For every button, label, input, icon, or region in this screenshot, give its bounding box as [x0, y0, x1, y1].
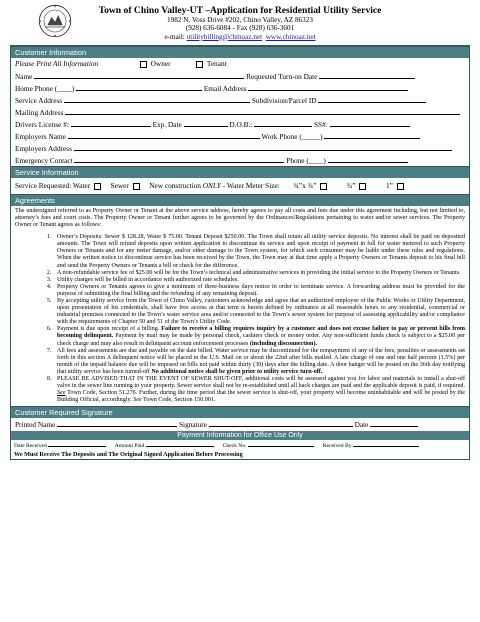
mailing-address-row	[11, 106, 469, 118]
meter-size-label: - Water Meter Size:	[220, 180, 280, 190]
term-sewer-b: additional costs will be assessed against you for labor and materials to install a shut-off valve in the sewer line running to your property. Sewer service shall not be re-established until all back charges are paid and the applicable deposit is paid, if required.	[57, 376, 465, 390]
signature-heading: Customer Required Signature	[11, 406, 469, 418]
amount-paid-label: Amount Paid	[114, 443, 145, 450]
name-label: Name	[15, 71, 33, 81]
signature-field[interactable]	[209, 418, 353, 427]
term-sewer-see-1: See	[57, 390, 66, 397]
dob-label: D.O.B.:	[229, 119, 253, 129]
term-payment-b: Failure to receive a billing requires inquiry by a customer and does not excuse failure to pay or prevent bills from becoming delinquent.	[57, 326, 465, 340]
meter-size-option-3: 1”	[386, 180, 393, 190]
contact-links	[10, 33, 470, 41]
drivers-license-label: Drivers License #:	[15, 119, 69, 129]
footer-note: We Must Receive The Deposits and The Original Signed Application Before Processing	[14, 451, 243, 459]
new-construction-label: New construction	[149, 180, 203, 190]
exp-date-label: Exp. Date	[152, 119, 182, 129]
employer-row	[11, 130, 469, 142]
agreements-heading: Agreements	[11, 194, 469, 206]
meter-size-option-1: ¾”x ¾”	[293, 180, 317, 190]
emergency-row	[11, 154, 469, 166]
term-notice: 4. Property Owners or Tenants agrees to give a minimum of three-business days notice in order to terminate service. A forwarding address must be provided for the purpose of submitting the final billing and the refunding of any remaining deposit.	[53, 284, 465, 298]
term-payment-a: Payment is due upon receipt of a billing.	[57, 326, 162, 333]
subdivision-label: Subdivision/Parcel ID	[251, 95, 317, 105]
date-received-label: Date Received	[14, 443, 47, 450]
meter-size-1-checkbox[interactable]	[320, 183, 327, 190]
term-sewer-see-2: See	[133, 397, 142, 404]
emergency-phone-label: Phone (____)	[286, 155, 326, 165]
term-payment-d: (including disconnection).	[249, 340, 317, 347]
signature-row	[11, 418, 469, 431]
term-fees	[53, 348, 465, 376]
office-use-heading: Payment Information for Office Use Only	[11, 431, 469, 440]
print-note: Please Print All Information	[15, 58, 99, 68]
term-sewer-f: Town Code, Section 150.001.	[141, 397, 216, 404]
agreements-body	[11, 206, 469, 407]
application-form	[10, 4, 470, 460]
form-title: Town of Chino Valley-UT –Application for Residential Utility Service	[98, 5, 382, 16]
employer-address-row	[11, 142, 469, 154]
term-sewer-d: Town Code, Section 51.276. Further, during the time period that the sewer service is shut-off, your property will become uninhabitable and will be posted by the Building Official, accordingly.	[57, 390, 465, 404]
customer-information-heading: Customer Information	[11, 46, 469, 58]
home-phone-field[interactable]	[76, 82, 202, 91]
turn-on-date-field[interactable]	[319, 70, 415, 79]
received-by-field[interactable]	[353, 440, 419, 447]
date-received-field[interactable]	[48, 440, 106, 447]
mailing-address-field[interactable]	[65, 106, 460, 115]
office-phone: (928) 636-6084 - Fax (928) 636-3601	[185, 24, 295, 33]
term-fees-b: No additional notice shall be given prior to utility service turn-off.	[151, 368, 323, 375]
name-row	[11, 70, 469, 82]
service-address-field[interactable]	[64, 94, 250, 103]
service-requested-label: Service Requested: Water	[15, 180, 91, 190]
drivers-license-field[interactable]	[71, 118, 151, 127]
ssn-label: SS#:	[313, 119, 328, 129]
email-label: e-mail:	[164, 32, 187, 41]
emergency-contact-field[interactable]	[74, 154, 284, 163]
work-phone-label: Work Phone (_____)	[261, 131, 323, 141]
meter-size-3-checkbox[interactable]	[397, 183, 404, 190]
only-label: ONLY	[202, 180, 221, 190]
exp-date-field[interactable]	[184, 118, 228, 127]
customer-information-section	[10, 45, 470, 461]
office-address: 1982 N. Voss Drive #202, Chino Valley, AZ 86323	[167, 16, 313, 25]
home-phone-label: Home Phone (____)	[15, 83, 75, 93]
check-no-field[interactable]	[248, 440, 314, 447]
meter-size-option-2: ¾”	[346, 180, 356, 190]
water-checkbox[interactable]	[94, 183, 101, 190]
employer-name-label: Employers Name	[15, 131, 66, 141]
ssn-field[interactable]	[330, 118, 410, 127]
tenant-label: Tenant	[206, 58, 227, 68]
emergency-contact-label: Emergency Contact	[15, 155, 73, 165]
service-information-heading: Service Information	[11, 166, 469, 178]
print-row	[11, 58, 469, 70]
signature-label: Signature	[178, 420, 207, 430]
form-header	[10, 5, 470, 41]
terms-list	[15, 234, 465, 404]
term-access: 5. By accepting utility service from the Town of Chino Valley, customers acknowledge and agree that an authorized employee of the Public Works or Utility Department, upon presentation of his credentials, shall have free access at that term is herein defined by ordinance at all reasonable hours to any residential, commercial or industrial premises connected to the Town’s water service area and/or connected to the Town’s sewer system for purpose of assessing applicability and/or compliance with the requirements of Chapter 50 and 51 of the Town’s Utility Code.	[53, 298, 465, 326]
sewer-label: Sewer	[110, 180, 129, 190]
term-sewer-a: PLEASE BE ADVISED THAT IN THE EVENT OF SEWER SHUT-OFF,	[57, 376, 244, 383]
employer-name-field[interactable]	[68, 130, 260, 139]
email-address-label: Email Address	[203, 83, 247, 93]
printed-name-label: Printed Name	[15, 420, 56, 430]
work-phone-field[interactable]	[324, 130, 420, 139]
meter-size-2-checkbox[interactable]	[359, 183, 366, 190]
phone-email-row	[11, 82, 469, 94]
agreements-intro: The undersigned referred to as Property Owner or Tenant at the above service address, hereby agrees to pay all costs and fees due under this agreement including, but not limited to, attorney’s fees and court costs. The Property Owner or Tenant further agrees to be governed by the Ordinances/Regulations pertaining to water and/or sewer services. The Property Owner or Tenant agrees as follows:	[15, 207, 465, 229]
printed-name-field[interactable]	[57, 418, 177, 427]
date-label: Date	[354, 420, 369, 430]
tenant-checkbox[interactable]	[196, 61, 203, 68]
term-payment	[53, 326, 465, 347]
office-use-row	[11, 440, 469, 450]
name-field[interactable]	[34, 70, 244, 79]
service-row	[11, 178, 469, 194]
term-fees-a: All fees and assessments are due and payable on the date billed. Water service may be discontinued for the nonpayment of any of the fees, penalties or assessments set forth in this section A delinquent notice will be placed in the U.S. Mail on or about the 22nd after bills mailed. A late charge of one and one half percent (1.5%) per month of the unpaid balance due will be imposed on bills not paid within thirty (30) days after the billing date. A door hanger will be posted on the 36th day notifying that utility service has been turned-off	[57, 347, 465, 375]
amount-paid-field[interactable]	[146, 440, 214, 447]
owner-label: Owner	[150, 58, 171, 68]
term-deposits: 1. Owner’s Deposits: Sewer $ 128.28, Water $ 75.00. Tenant Deposit $250.00. The Town shall retain all utility service deposits. No interest shall be paid on deposited amounts. The Town will refund deposits upon written application to discontinue its service and upon receipt of payment in full for water metered to such Property Owners or Tenants and for any meter damage, and/or other damage to the Town system, for which such consumer may be liable under these rules and regulations. When the written notice to discontinue service has been received by the Town, the Town may at that time apply a Property Owners or Tenants deposit to his final bill and send the Property Owners or Tenants a bill or check for the difference.	[53, 234, 465, 269]
service-address-row	[11, 94, 469, 106]
service-address-label: Service Address	[15, 95, 63, 105]
term-payment-c: Payment by mail may be made by personal check, cashiers check or money order. Any non-sufficient funds check is subject to a $25.00 per check charge and may also result in delinquent account enforcement processes	[57, 333, 465, 347]
term-service-fee: 2. A non-refundable service fee of $25.00 will be for the Town’s technical and administrative services in providing the initial service to the Property Owners or Tenants.	[53, 270, 465, 277]
employer-address-label: Employers Address	[15, 143, 72, 153]
sewer-checkbox[interactable]	[133, 183, 140, 190]
term-sewer-shutoff	[53, 376, 465, 404]
term-utility-charges: 3. Utility charges will be billed in accordance with authorized rate schedules.	[53, 277, 465, 284]
mailing-address-label: Mailing Address	[15, 107, 64, 117]
date-field[interactable]	[370, 418, 418, 427]
dob-field[interactable]	[254, 118, 312, 127]
turn-on-date-label: Requested Turn-on Date	[246, 71, 318, 81]
emergency-phone-field[interactable]	[328, 154, 408, 163]
email-link[interactable]: utilitybilling@chinoaz.net	[186, 32, 263, 41]
email-address-field[interactable]	[248, 82, 408, 91]
received-by-label: Received By	[322, 443, 352, 450]
website-link[interactable]: www.chinoaz.net	[265, 32, 316, 41]
owner-checkbox[interactable]	[140, 61, 147, 68]
subdivision-field[interactable]	[318, 94, 426, 103]
employer-address-field[interactable]	[74, 142, 452, 151]
check-no-label: Check No.	[222, 443, 247, 450]
license-row	[11, 118, 469, 130]
